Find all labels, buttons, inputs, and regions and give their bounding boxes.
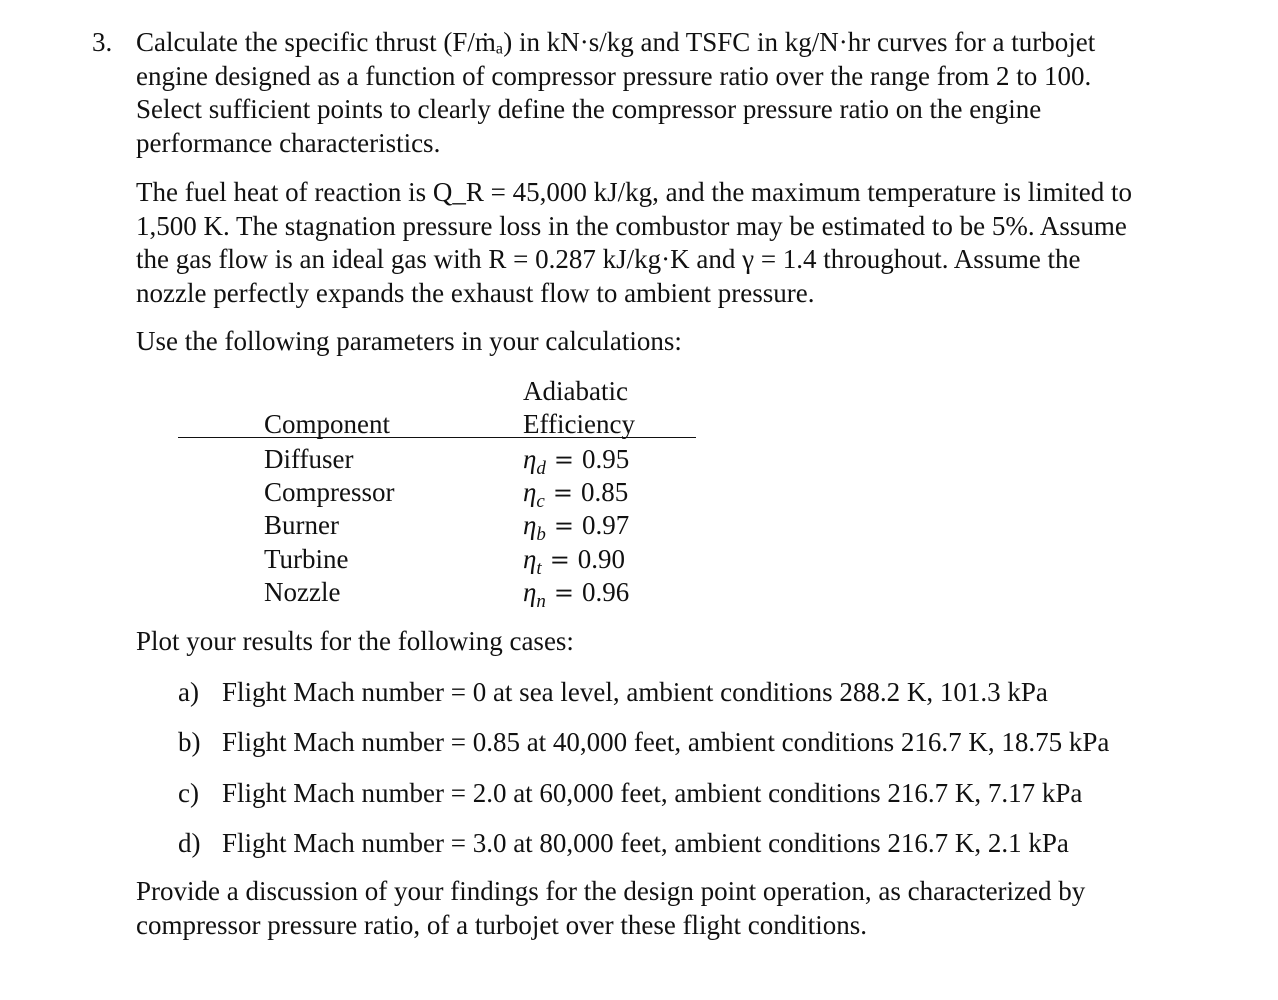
parameters-intro-text: Use the following parameters in your calculations: bbox=[136, 326, 682, 356]
efficiency-value: $\eta_n = 0.96$ bbox=[523, 577, 630, 612]
case-text: Flight Mach number = 2.0 at 60,000 feet, ambient conditions 216.7 K, 7.17 kPa bbox=[222, 778, 1083, 808]
conditions-line: 1,500 K. The stagnation pressure loss in the combustor may be estimated to be 5%. Assume bbox=[136, 210, 1127, 241]
case-label: c) bbox=[178, 778, 199, 808]
cases-intro-text: Plot your results for the following cases: bbox=[136, 626, 574, 656]
case-item bbox=[178, 726, 1109, 759]
intro-paragraph bbox=[136, 26, 1226, 160]
intro-line: performance characteristics. bbox=[136, 127, 441, 158]
component-name: Diffuser bbox=[264, 444, 354, 474]
table-row bbox=[178, 576, 698, 612]
efficiency-value: $\eta_c = 0.85$ bbox=[523, 477, 629, 512]
case-label: a) bbox=[178, 677, 199, 707]
table-row bbox=[178, 509, 698, 545]
component-name: Nozzle bbox=[264, 577, 341, 607]
table-row bbox=[178, 543, 698, 579]
case-label: b) bbox=[178, 727, 201, 757]
header-adiabatic: Adiabatic bbox=[523, 376, 628, 406]
case-item bbox=[178, 676, 1048, 709]
case-label: d) bbox=[178, 828, 201, 858]
case-item bbox=[178, 827, 1069, 860]
header-component: Component bbox=[264, 409, 390, 439]
component-name: Turbine bbox=[264, 544, 349, 574]
efficiency-value: $\eta_t = 0.90$ bbox=[523, 544, 626, 579]
intro-line: Calculate the specific thrust (F/ṁₐ) in kN·s/kg and TSFC in kg/N·hr curves for a turbojet bbox=[136, 27, 1096, 57]
table-row bbox=[178, 476, 698, 512]
discussion-line: Provide a discussion of your findings for the design point operation, as characterized by bbox=[136, 876, 1086, 906]
header-efficiency: Efficiency bbox=[523, 409, 635, 439]
problem-number: 3. bbox=[92, 27, 113, 57]
component-name: Compressor bbox=[264, 477, 395, 507]
efficiency-table bbox=[178, 375, 698, 615]
case-text: Flight Mach number = 0 at sea level, ambient conditions 288.2 K, 101.3 kPa bbox=[222, 677, 1048, 707]
case-text: Flight Mach number = 0.85 at 40,000 feet, ambient conditions 216.7 K, 18.75 kPa bbox=[222, 727, 1110, 757]
parameters-intro bbox=[136, 325, 1226, 359]
conditions-line: The fuel heat of reaction is Q_R = 45,000 kJ/kg, and the maximum temperature is limited to bbox=[136, 177, 1132, 207]
component-name: Burner bbox=[264, 510, 339, 540]
table-header-rule bbox=[178, 437, 696, 438]
conditions-line: the gas flow is an ideal gas with R = 0.287 kJ/kg·K and γ = 1.4 throughout. Assume the bbox=[136, 244, 1081, 274]
discussion-line: compressor pressure ratio, of a turbojet over these flight conditions. bbox=[136, 909, 868, 940]
intro-line: engine designed as a function of compressor pressure ratio over the range from 2 to 100. bbox=[136, 60, 1092, 91]
conditions-paragraph bbox=[136, 176, 1226, 310]
cases-intro bbox=[136, 625, 1226, 659]
discussion-paragraph bbox=[136, 875, 1226, 942]
case-text: Flight Mach number = 3.0 at 80,000 feet, ambient conditions 216.7 K, 2.1 kPa bbox=[222, 828, 1069, 858]
efficiency-value: $\eta_d = 0.95$ bbox=[523, 444, 630, 479]
efficiency-value: $\eta_b = 0.97$ bbox=[523, 510, 630, 545]
case-item bbox=[178, 777, 1082, 810]
conditions-line: nozzle perfectly expands the exhaust flow to ambient pressure. bbox=[136, 277, 815, 308]
table-row bbox=[178, 443, 698, 479]
intro-line: Select sufficient points to clearly define the compressor pressure ratio on the engine bbox=[136, 94, 1042, 124]
